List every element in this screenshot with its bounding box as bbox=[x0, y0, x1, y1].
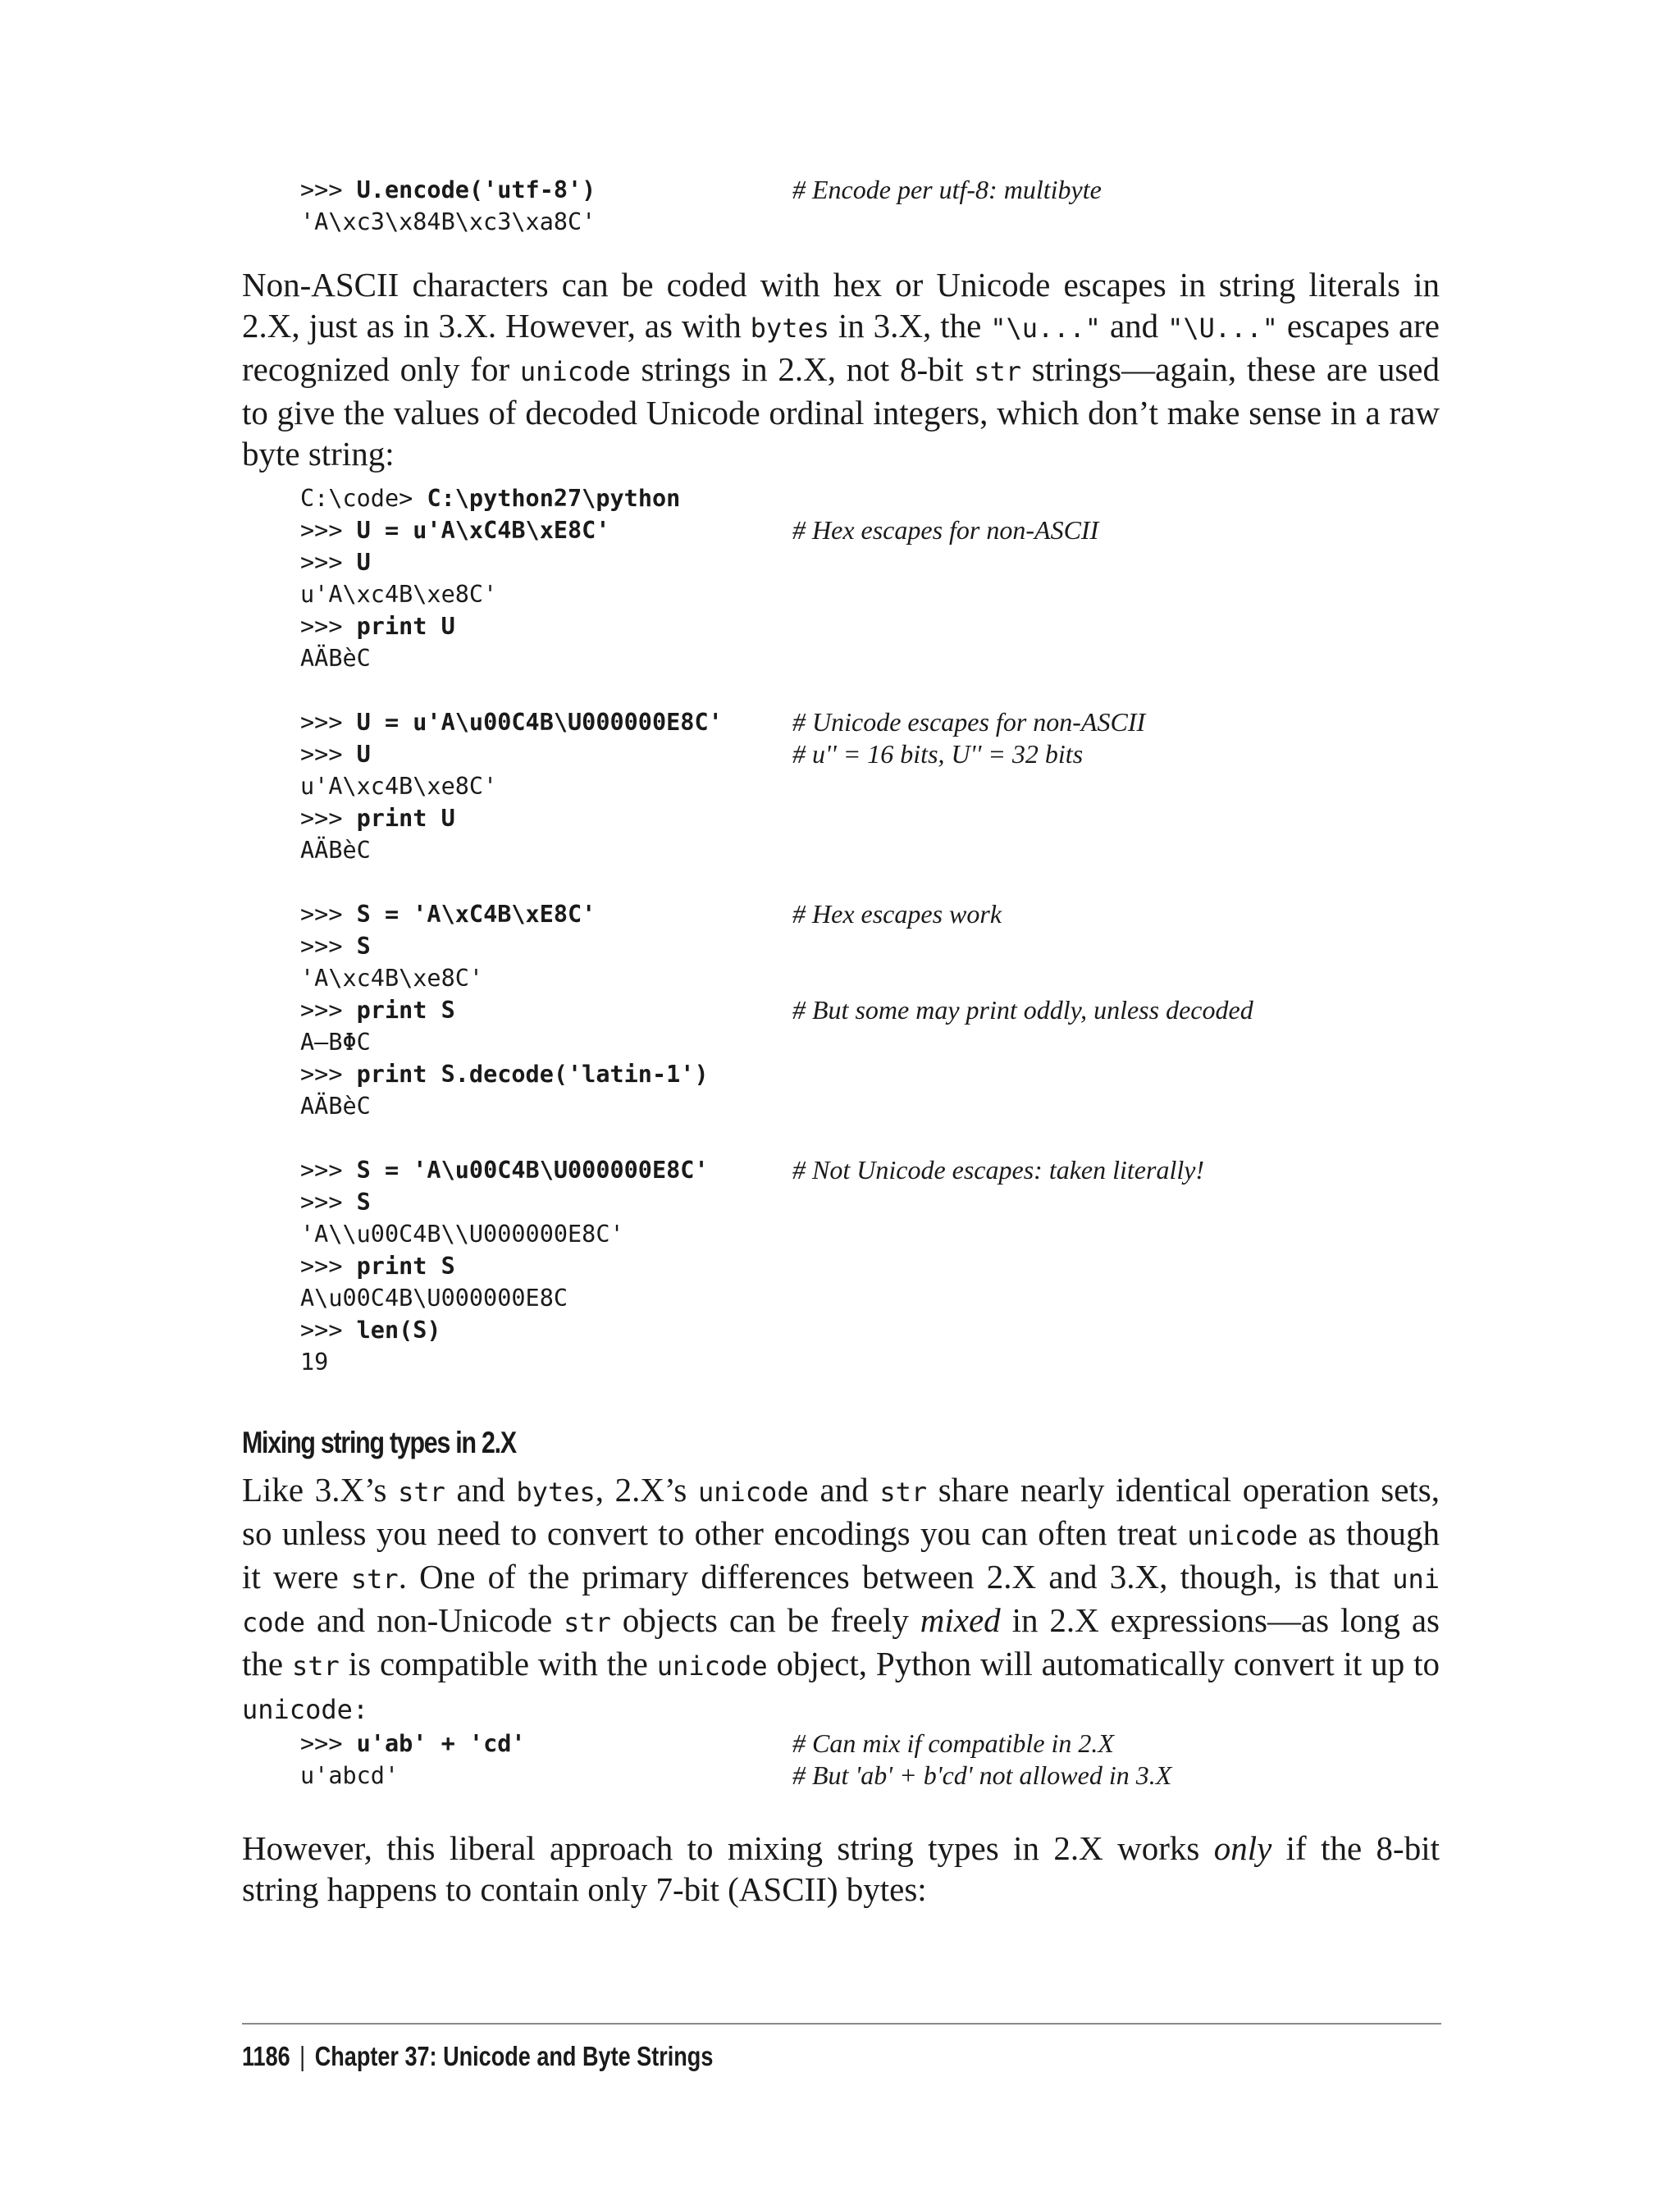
code-line bbox=[300, 770, 1449, 802]
text-run: escapes are recognized only for bbox=[242, 307, 1440, 388]
text-run: and bbox=[808, 1471, 880, 1509]
code-text bbox=[300, 1090, 371, 1122]
inline-code: bytes bbox=[750, 313, 829, 344]
paragraph-escapes bbox=[242, 264, 1440, 474]
code-input: U = u'A\u00C4B\U000000E8C' bbox=[356, 709, 723, 736]
code-text bbox=[300, 1346, 328, 1378]
code-line bbox=[300, 1058, 1449, 1090]
text-run: strings—again, these are used to give the values of decoded Unicode ordinal integers, which don’t make sense in a raw byte string: bbox=[242, 350, 1440, 472]
inline-code: unicode bbox=[519, 356, 631, 387]
inline-code: unicode bbox=[1187, 1520, 1299, 1551]
code-text bbox=[300, 898, 596, 930]
code-text bbox=[300, 1728, 526, 1760]
inline-code: "\U..." bbox=[1167, 313, 1278, 344]
code-output: 'A\\u00C4B\\U000000E8C' bbox=[300, 1221, 624, 1248]
code-line bbox=[300, 738, 1449, 770]
code-text bbox=[300, 706, 723, 738]
code-line bbox=[300, 706, 1449, 738]
code-output: 19 bbox=[300, 1349, 329, 1376]
code-input: U.encode('utf-8') bbox=[356, 176, 596, 203]
code-line bbox=[300, 546, 1449, 578]
code-text bbox=[300, 578, 497, 610]
text-run: and bbox=[1101, 307, 1168, 345]
code-input: print S.decode('latin-1') bbox=[356, 1061, 709, 1088]
code-output: AÄBèC bbox=[300, 837, 371, 864]
inline-code: str bbox=[879, 1477, 928, 1508]
code-output: A\u00C4B\U000000E8C bbox=[300, 1285, 568, 1312]
text-run: object, Python will automatically convert it up to bbox=[767, 1645, 1440, 1682]
code-input: U bbox=[356, 549, 371, 576]
code-output: >>> bbox=[300, 1253, 357, 1280]
code-input: U = u'A\xC4B\xE8C' bbox=[356, 517, 610, 544]
code-block-escapes bbox=[300, 482, 1449, 1378]
footer-separator: | bbox=[299, 2041, 306, 2071]
text-run: share nearly identical operation sets, so unless you need to convert to other encodings you can often treat bbox=[242, 1471, 1440, 1552]
code-comment: # Hex escapes for non-ASCII bbox=[792, 515, 1099, 545]
inline-code: str bbox=[292, 1650, 340, 1682]
code-line bbox=[300, 1154, 1449, 1186]
code-line bbox=[300, 514, 1449, 546]
code-text bbox=[300, 1186, 371, 1218]
footer-rule bbox=[242, 2023, 1441, 2025]
code-comment: # But 'ab' + b'cd' not allowed in 3.X bbox=[792, 1760, 1172, 1790]
code-input: S = 'A\xC4B\xE8C' bbox=[356, 901, 596, 928]
code-line bbox=[300, 802, 1449, 834]
section-heading: Mixing string types in 2.X bbox=[242, 1426, 516, 1459]
text-run: as though it were bbox=[242, 1514, 1440, 1596]
code-line bbox=[300, 898, 1449, 930]
code-output: >>> bbox=[300, 997, 357, 1024]
code-output: AÄBèC bbox=[300, 1093, 371, 1120]
code-input: print S bbox=[356, 997, 455, 1024]
page-number: 1186 bbox=[242, 2041, 290, 2071]
code-comment: # Hex escapes work bbox=[792, 899, 1002, 929]
code-line bbox=[300, 674, 1449, 706]
code-output: >>> bbox=[300, 1730, 357, 1757]
code-output: 'A\xc4B\xe8C' bbox=[300, 965, 484, 992]
code-comment: # Unicode escapes for non-ASCII bbox=[792, 707, 1146, 737]
code-comment: # Not Unicode escapes: taken literally! bbox=[792, 1155, 1205, 1185]
code-output: AÄBèC bbox=[300, 645, 371, 672]
text-run: in 3.X, the bbox=[829, 307, 991, 345]
code-output: u'abcd' bbox=[300, 1762, 399, 1789]
code-input: S bbox=[356, 1189, 371, 1216]
code-line bbox=[300, 1346, 1449, 1378]
code-output: C:\code> bbox=[300, 485, 427, 512]
code-comment: # But some may print oddly, unless decoded bbox=[792, 995, 1253, 1025]
text-run: Non-ASCII characters can be coded with hex or Unicode escapes in string literals in 2.X, just as in 3.X. However, as with bbox=[242, 266, 1440, 345]
inline-code: unicode: bbox=[242, 1694, 369, 1725]
code-output: u'A\xc4B\xe8C' bbox=[300, 773, 498, 800]
code-input: C:\python27\python bbox=[427, 485, 681, 512]
inline-code: str bbox=[350, 1564, 399, 1595]
code-line bbox=[300, 866, 1449, 898]
code-input: print S bbox=[356, 1253, 455, 1280]
text-run: However, this liberal approach to mixing string types in 2.X works bbox=[242, 1829, 1214, 1867]
code-block-mixing bbox=[300, 1728, 1449, 1792]
code-output: >>> bbox=[300, 741, 357, 768]
text-run: objects can be freely bbox=[610, 1601, 920, 1639]
code-line bbox=[300, 994, 1449, 1026]
code-output: >>> bbox=[300, 176, 357, 203]
inline-code: "\u..." bbox=[990, 313, 1102, 344]
code-text bbox=[300, 1218, 624, 1250]
code-text bbox=[300, 834, 371, 866]
code-input: len(S) bbox=[356, 1317, 441, 1344]
text-run: if the 8-bit string happens to contain only 7-bit (ASCII) bytes: bbox=[242, 1829, 1440, 1908]
code-line bbox=[300, 1250, 1449, 1282]
emphasis: mixed bbox=[920, 1601, 1001, 1639]
text-run: and non-Unicode bbox=[305, 1601, 564, 1639]
code-line bbox=[300, 1760, 1449, 1792]
code-text bbox=[300, 994, 455, 1026]
code-text bbox=[300, 1250, 455, 1282]
code-comment: # u'' = 16 bits, U'' = 32 bits bbox=[792, 739, 1084, 769]
code-text bbox=[300, 802, 455, 834]
inline-code: unicode bbox=[656, 1650, 768, 1682]
code-text bbox=[300, 770, 497, 802]
code-text bbox=[300, 738, 371, 770]
code-input: print U bbox=[356, 613, 455, 640]
text-run: and bbox=[445, 1471, 517, 1509]
inline-code: str bbox=[564, 1607, 611, 1638]
code-output: >>> bbox=[300, 1061, 357, 1088]
code-line bbox=[300, 930, 1449, 962]
chapter-title: Chapter 37: Unicode and Byte Strings bbox=[314, 2041, 714, 2071]
code-output: >>> bbox=[300, 933, 357, 960]
code-text bbox=[300, 1154, 709, 1186]
code-output: >>> bbox=[300, 805, 357, 832]
code-text bbox=[300, 1760, 399, 1792]
text-run: . One of the primary differences between 2.X and 3.X, though, is that bbox=[398, 1558, 1393, 1596]
code-line bbox=[300, 642, 1449, 674]
page-footer bbox=[242, 2041, 713, 2072]
text-run: , 2.X’s bbox=[595, 1471, 698, 1509]
code-line bbox=[300, 578, 1449, 610]
code-text bbox=[300, 962, 483, 994]
code-comment: # Encode per utf-8: multibyte bbox=[792, 175, 1102, 204]
code-text bbox=[300, 610, 455, 642]
code-text bbox=[300, 642, 371, 674]
code-text bbox=[300, 206, 596, 238]
text-run: Like 3.X’s bbox=[242, 1471, 399, 1509]
code-text bbox=[300, 546, 371, 578]
text-run: in 2.X expressions—as long as the bbox=[242, 1601, 1440, 1682]
code-line bbox=[300, 1218, 1449, 1250]
code-line bbox=[300, 1314, 1449, 1346]
code-output: >>> bbox=[300, 613, 357, 640]
code-input: S bbox=[356, 933, 371, 960]
text-run: strings in 2.X, not 8-bit bbox=[630, 350, 975, 388]
inline-code: str bbox=[974, 356, 1021, 387]
code-output: >>> bbox=[300, 517, 357, 544]
code-output: A—BΦC bbox=[300, 1029, 371, 1056]
code-output: >>> bbox=[300, 709, 357, 736]
code-output: >>> bbox=[300, 1317, 357, 1344]
code-text bbox=[300, 482, 680, 514]
emphasis: only bbox=[1213, 1829, 1272, 1867]
code-text bbox=[300, 514, 610, 546]
code-line bbox=[300, 834, 1449, 866]
code-input: print U bbox=[356, 805, 455, 832]
paragraph-mixing bbox=[242, 1469, 1440, 1730]
code-line bbox=[300, 1728, 1449, 1760]
code-output: u'A\xc4B\xe8C' bbox=[300, 581, 498, 608]
inline-code: str bbox=[398, 1477, 445, 1508]
code-line bbox=[300, 610, 1449, 642]
code-output: >>> bbox=[300, 1157, 357, 1184]
code-block-encode bbox=[300, 174, 1449, 238]
code-input: U bbox=[356, 741, 371, 768]
code-input: u'ab' + 'cd' bbox=[356, 1730, 526, 1757]
code-line bbox=[300, 482, 1449, 514]
inline-code: unicode bbox=[697, 1477, 809, 1508]
code-text bbox=[300, 174, 596, 206]
code-text bbox=[300, 1026, 371, 1058]
code-line bbox=[300, 1122, 1449, 1154]
code-text bbox=[300, 1314, 441, 1346]
code-line bbox=[300, 1026, 1449, 1058]
code-line bbox=[300, 174, 1449, 206]
code-line bbox=[300, 1090, 1449, 1122]
code-output: >>> bbox=[300, 549, 357, 576]
inline-code: uni code bbox=[242, 1564, 1440, 1638]
code-line bbox=[300, 962, 1449, 994]
code-line bbox=[300, 206, 1449, 238]
code-comment: # Can mix if compatible in 2.X bbox=[792, 1728, 1114, 1758]
code-text bbox=[300, 1058, 709, 1090]
inline-code: bytes bbox=[516, 1477, 596, 1508]
code-input: S = 'A\u00C4B\U000000E8C' bbox=[356, 1157, 709, 1184]
code-output: >>> bbox=[300, 901, 357, 928]
code-text bbox=[300, 1282, 568, 1314]
code-line bbox=[300, 1282, 1449, 1314]
paragraph-ascii-only bbox=[242, 1828, 1440, 1910]
code-text bbox=[300, 930, 371, 962]
code-output: 'A\xc3\x84B\xc3\xa8C' bbox=[300, 208, 596, 235]
text-run: is compatible with the bbox=[339, 1645, 657, 1682]
code-line bbox=[300, 1186, 1449, 1218]
code-output: >>> bbox=[300, 1189, 357, 1216]
